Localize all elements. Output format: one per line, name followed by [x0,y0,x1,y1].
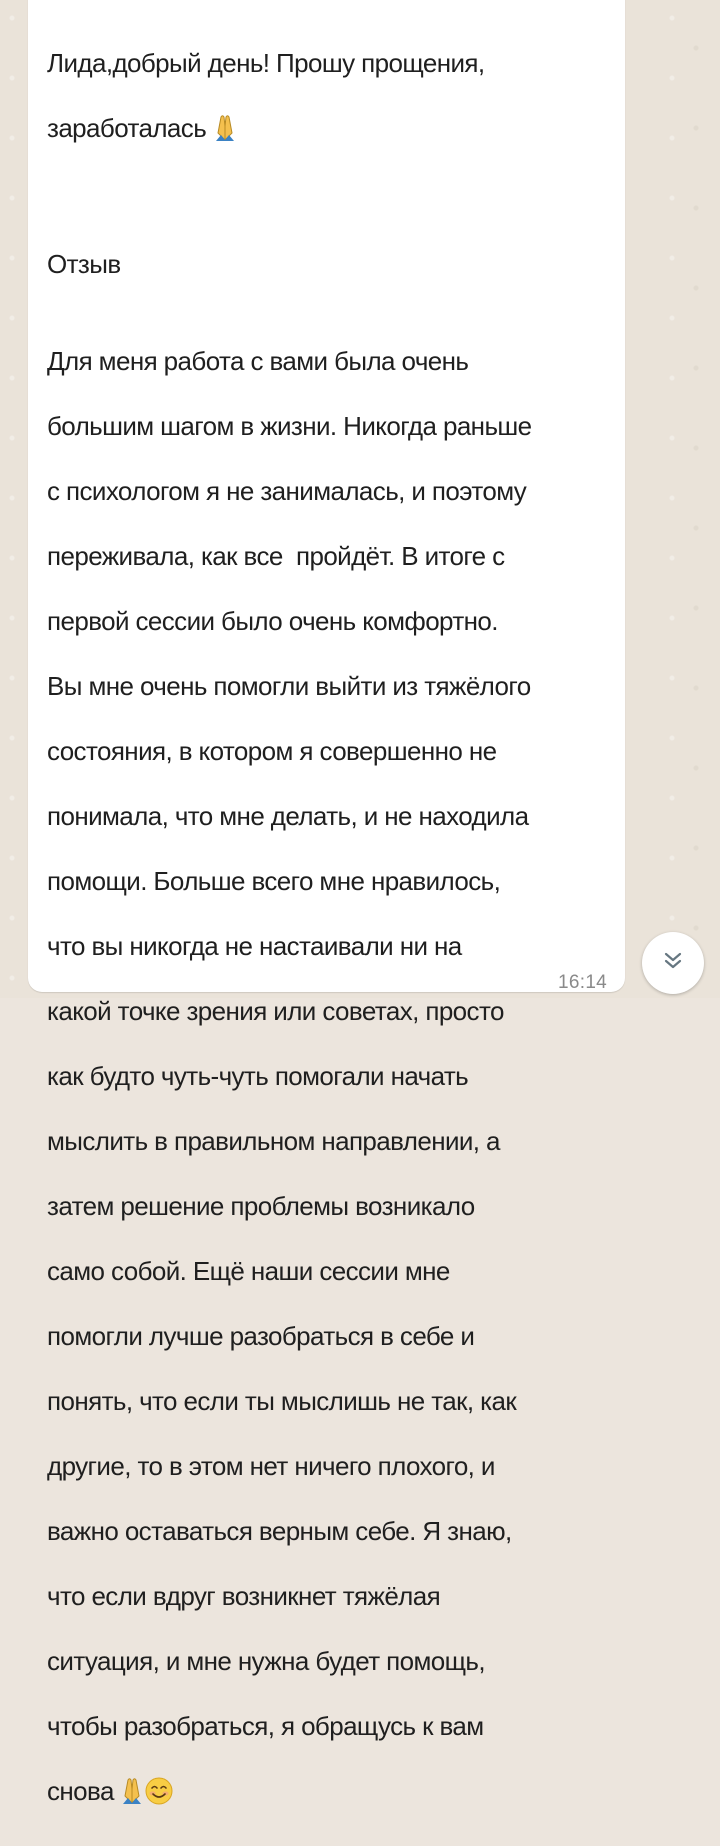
message-line: помогли лучше разобраться в себе и [47,1321,475,1351]
message-line: ситуация, и мне нужна будет помощь, [47,1646,485,1676]
double-chevron-down-icon [660,948,686,979]
message-line: что вы никогда не настаивали ни на [47,931,462,961]
message-line [47,112,617,151]
message-text [47,14,617,1846]
message-line: Вы мне очень помогли выйти из тяжёлого [47,671,531,701]
message-line: что если вдруг возникнет тяжёлая [47,1581,441,1611]
message-line: другие, то в этом нет ничего плохого, и [47,1451,495,1481]
smiling-face-icon [144,1776,174,1814]
message-line: какой точке зрения или советах, просто [47,996,504,1026]
message-line: само собой. Ещё наши сессии мне [47,1256,450,1286]
message-line: мыслить в правильном направлении, а [47,1126,500,1156]
message-line: переживала, как все пройдёт. В итоге с [47,541,505,571]
message-line-text: снова [47,1776,114,1806]
message-timestamp: 16:14 [558,972,608,993]
message-line: с психологом я не занималась, и поэтому [47,476,527,506]
message-line: как будто чуть-чуть помогали начать [47,1061,469,1091]
message-line-text: заработалась [47,112,207,143]
message-line: чтобы разобраться, я обращусь к вам [47,1711,484,1741]
message-line: Отзыв [47,248,121,279]
message-line: помощи. Больше всего мне нравилось, [47,866,501,896]
message-line: понять, что если ты мыслишь не так, как [47,1386,517,1416]
message-line: состояния, в котором я совершенно не [47,736,497,766]
message-line: большим шагом в жизни. Никогда раньше [47,411,532,441]
folded-hands-icon [213,113,237,151]
message-line: понимала, что мне делать, и не находила [47,801,529,831]
message-line: важно оставаться верным себе. Я знаю, [47,1516,512,1546]
message-line [47,1775,617,1814]
message-line: первой сессии было очень комфортно. [47,606,498,636]
message-line: Для меня работа с вами была очень [47,346,469,376]
message-line: затем решение проблемы возникало [47,1191,475,1221]
message-line: Лида,добрый день! Прошу прощения, [47,47,485,78]
scroll-to-bottom-button[interactable] [642,932,704,994]
folded-hands-icon [120,1776,144,1814]
